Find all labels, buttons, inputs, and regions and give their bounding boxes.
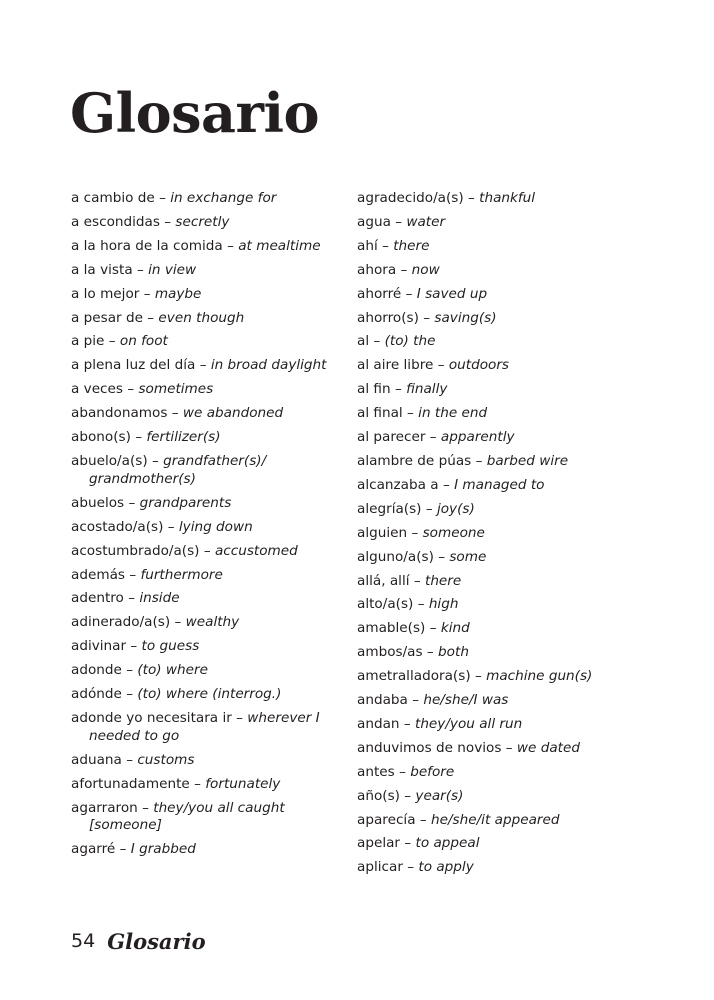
glossary-entry (71, 262, 343, 280)
glossary-term: ahorré (357, 285, 402, 302)
glossary-translation: accustomed (214, 542, 298, 559)
glossary-dash: – (417, 596, 425, 613)
glossary-translation: in broad daylight (210, 357, 327, 374)
glossary-entry (71, 662, 343, 680)
glossary-term: adonde (71, 662, 122, 679)
glossary-entry (357, 549, 657, 567)
glossary-term: alcanzaba a (357, 476, 439, 493)
glossary-dash: – (404, 787, 412, 804)
glossary-dash: – (227, 237, 234, 254)
glossary-term: abuelos (71, 494, 125, 511)
glossary-entry (71, 238, 343, 256)
glossary-entry (357, 238, 657, 256)
glossary-term: ambos/as (357, 644, 423, 661)
glossary-dash: – (126, 662, 134, 679)
glossary-dash: – (126, 751, 133, 768)
glossary-dash: – (151, 452, 159, 469)
glossary-dash: – (405, 285, 413, 302)
glossary-term: anduvimos de novios (357, 739, 502, 756)
glossary-term: adonde yo necesitara ir (71, 709, 232, 726)
glossary-dash: – (147, 309, 155, 326)
glossary-term: al aire libre (357, 357, 434, 374)
glossary-term: ahí (357, 237, 378, 254)
glossary-dash: – (429, 429, 437, 446)
glossary-translation: thankful (479, 190, 536, 206)
glossary-entry (71, 381, 343, 399)
glossary-translation: water (406, 213, 446, 230)
glossary-dash: – (171, 405, 179, 422)
glossary-entry (71, 800, 343, 836)
glossary-translation: outdoors (448, 357, 510, 374)
glossary-translation: I grabbed (130, 841, 196, 858)
glossary-entry (71, 590, 343, 608)
glossary-translation: now (411, 261, 440, 278)
glossary-term: aparecía (357, 811, 416, 828)
glossary-translation: furthermore (140, 566, 223, 583)
glossary-dash: – (128, 494, 136, 511)
glossary-translation: they/you all caught [someone] (89, 799, 285, 834)
glossary-translation: I saved up (416, 285, 488, 302)
glossary-entry (357, 525, 657, 543)
glossary-entry (357, 764, 657, 782)
glossary-dash: – (128, 590, 135, 607)
glossary-translation: maybe (154, 285, 202, 302)
glossary-entry (357, 477, 657, 495)
glossary-dash: – (400, 261, 408, 278)
glossary-translation: (to) the (384, 333, 436, 350)
glossary-column-right (357, 190, 657, 883)
glossary-term: además (71, 566, 125, 583)
glossary-entry (357, 692, 657, 710)
glossary-term: allá, allí (357, 572, 410, 589)
glossary-entry (71, 429, 343, 447)
glossary-translation: barbed wire (486, 452, 569, 469)
glossary-entry (71, 453, 343, 489)
glossary-translation: sometimes (138, 381, 214, 398)
glossary-entry (357, 357, 657, 375)
glossary-translation: wealthy (185, 614, 240, 631)
glossary-entry (357, 214, 657, 232)
glossary-term: alambre de púas (357, 452, 472, 469)
glossary-term: a pie (71, 333, 105, 350)
glossary-term: a la vista (71, 261, 133, 278)
glossary-entry (71, 357, 343, 375)
glossary-dash: – (399, 763, 406, 780)
glossary-entry (357, 190, 657, 208)
glossary-translation: customs (137, 751, 195, 768)
glossary-term: adivinar (71, 638, 127, 655)
glossary-dash: – (174, 614, 182, 631)
glossary-entry (71, 841, 343, 859)
glossary-term: adentro (71, 590, 124, 607)
glossary-dash: – (505, 739, 513, 756)
glossary-term: apelar (357, 835, 401, 852)
glossary-translation: both (438, 644, 469, 661)
glossary-entry (71, 495, 343, 513)
glossary-term: ametralladora(s) (357, 668, 471, 685)
glossary-term: abono(s) (71, 429, 131, 446)
glossary-entry (71, 686, 343, 704)
glossary-dash: – (108, 333, 116, 350)
glossary-dash: – (373, 333, 381, 350)
glossary-entry (357, 501, 657, 519)
glossary-dash: – (429, 620, 437, 637)
glossary-term: afortunadamente (71, 775, 190, 792)
glossary-term: abandonamos (71, 405, 168, 422)
glossary-translation: before (410, 763, 455, 780)
glossary-term: acostado/a(s) (71, 518, 164, 535)
glossary-entry (71, 286, 343, 304)
glossary-entry (357, 620, 657, 638)
glossary-entry (71, 190, 343, 208)
glossary-entry (71, 519, 343, 537)
glossary-term: año(s) (357, 787, 400, 804)
glossary-translation: machine gun(s) (486, 668, 593, 685)
glossary-term: a lo mejor (71, 285, 140, 302)
glossary-translation: I managed to (454, 476, 545, 493)
glossary-dash: – (127, 381, 135, 398)
glossary-translation: grandparents (139, 494, 232, 511)
glossary-term: a veces (71, 381, 123, 398)
glossary-term: al final (357, 405, 403, 422)
glossary-translation: joy(s) (436, 500, 475, 517)
glossary-term: abuelo/a(s) (71, 452, 148, 469)
glossary-translation: we dated (516, 739, 580, 756)
glossary-translation: they/you all run (414, 715, 523, 732)
glossary-entry (71, 614, 343, 632)
glossary-term: alguien (357, 524, 408, 541)
glossary-term: al (357, 333, 370, 350)
glossary-entry (357, 333, 657, 351)
glossary-dash: – (395, 213, 403, 230)
glossary-translation: kind (440, 620, 470, 637)
glossary-term: agarré (71, 841, 116, 858)
glossary-term: aplicar (357, 859, 403, 876)
glossary-term: a escondidas (71, 213, 160, 230)
glossary-dash: – (423, 309, 431, 326)
glossary-dash: – (411, 524, 419, 541)
page-title: Glosario (70, 81, 320, 145)
glossary-translation: fortunately (205, 775, 281, 792)
glossary-entry (357, 381, 657, 399)
glossary-entry (357, 859, 657, 877)
glossary-entry (71, 333, 343, 351)
glossary-dash: – (468, 190, 475, 206)
glossary-entry (357, 405, 657, 423)
glossary-translation: to guess (141, 638, 200, 655)
glossary-term: a cambio de (71, 190, 155, 206)
glossary-dash: – (143, 285, 151, 302)
glossary-dash: – (167, 518, 175, 535)
glossary-translation: (to) where (137, 662, 208, 679)
glossary-entry (71, 405, 343, 423)
glossary-dash: – (142, 799, 149, 816)
glossary-term: andaba (357, 692, 408, 709)
glossary-translation: he/she/I was (423, 692, 509, 709)
glossary-term: aduana (71, 751, 122, 768)
page-footer (71, 924, 206, 958)
glossary-entry (357, 262, 657, 280)
glossary-dash: – (412, 692, 419, 709)
glossary-term: agradecido/a(s) (357, 190, 464, 206)
glossary-dash: – (164, 213, 172, 230)
glossary-translation: even though (158, 309, 245, 326)
glossary-translation: at mealtime (238, 237, 321, 254)
glossary-translation: in the end (418, 405, 488, 422)
glossary-dash: – (426, 644, 434, 661)
glossary-translation: on foot (119, 333, 168, 350)
glossary-term: alguno/a(s) (357, 548, 434, 565)
glossary-term: ahorro(s) (357, 309, 419, 326)
glossary-translation: (to) where (interrog.) (137, 686, 282, 703)
page-number: 54 (71, 930, 96, 952)
glossary-entry (71, 752, 343, 770)
glossary-dash: – (403, 715, 411, 732)
glossary-translation: grandfather(s)/ grandmother(s) (89, 452, 267, 487)
glossary-dash: – (236, 709, 243, 726)
glossary-translation: someone (422, 524, 485, 541)
glossary-translation: inside (139, 590, 180, 607)
glossary-dash: – (203, 542, 211, 559)
glossary-entry (357, 788, 657, 806)
glossary-translation: to apply (418, 859, 474, 876)
glossary-translation: in exchange for (170, 190, 277, 206)
glossary-dash: – (438, 548, 446, 565)
glossary-term: amable(s) (357, 620, 426, 637)
glossary-term: ahora (357, 261, 397, 278)
glossary-term: alegría(s) (357, 500, 422, 517)
glossary-entry (357, 812, 657, 830)
glossary-entry (357, 740, 657, 758)
glossary-translation: there (393, 237, 430, 254)
glossary-dash: – (475, 452, 483, 469)
glossary-translation: in view (148, 261, 197, 278)
glossary-dash: – (194, 775, 201, 792)
glossary-term: agarraron (71, 799, 138, 816)
glossary-entry (357, 453, 657, 471)
glossary-dash: – (126, 686, 134, 703)
glossary-entry (357, 644, 657, 662)
glossary-entry (357, 716, 657, 734)
glossary-entry (71, 543, 343, 561)
glossary-dash: – (119, 841, 127, 858)
glossary-term: a pesar de (71, 309, 143, 326)
glossary-dash: – (419, 811, 427, 828)
glossary-entry (357, 668, 657, 686)
glossary-translation: apparently (440, 429, 515, 446)
glossary-dash: – (413, 572, 421, 589)
glossary-term: adinerado/a(s) (71, 614, 171, 631)
glossary-translation: fertilizer(s) (146, 429, 221, 446)
running-title: Glosario (107, 928, 206, 954)
glossary-dash: – (129, 566, 137, 583)
glossary-entry (357, 310, 657, 328)
glossary-column-left (71, 190, 343, 865)
glossary-term: adónde (71, 686, 122, 703)
glossary-translation: finally (406, 381, 448, 398)
glossary-dash: – (136, 261, 144, 278)
glossary-dash: – (437, 357, 445, 374)
glossary-dash: – (404, 835, 412, 852)
glossary-entry (357, 429, 657, 447)
glossary-entry (357, 573, 657, 591)
glossary-term: a plena luz del día (71, 357, 196, 374)
glossary-translation: high (428, 596, 459, 613)
glossary-entry (71, 710, 343, 746)
glossary-term: agua (357, 213, 391, 230)
glossary-entry (71, 310, 343, 328)
glossary-entry (71, 638, 343, 656)
glossary-term: acostumbrado/a(s) (71, 542, 200, 559)
glossary-dash: – (474, 668, 482, 685)
glossary-dash: – (135, 429, 143, 446)
glossary-term: alto/a(s) (357, 596, 414, 613)
glossary-translation: year(s) (415, 787, 464, 804)
glossary-dash: – (130, 638, 138, 655)
glossary-translation: to appeal (415, 835, 480, 852)
glossary-translation: we abandoned (182, 405, 284, 422)
glossary-term: andan (357, 715, 400, 732)
glossary-entry (71, 776, 343, 794)
glossary-dash: – (442, 476, 450, 493)
glossary-translation: lying down (178, 518, 253, 535)
glossary-entry (357, 835, 657, 853)
glossary-dash: – (407, 405, 414, 422)
glossary-term: antes (357, 763, 395, 780)
glossary-dash: – (199, 357, 207, 374)
glossary-entry (357, 596, 657, 614)
glossary-entry (71, 567, 343, 585)
glossary-term: al fin (357, 381, 391, 398)
glossary-dash: – (394, 381, 402, 398)
glossary-translation: some (449, 548, 487, 565)
glossary-term: a la hora de la comida (71, 237, 223, 254)
glossary-translation: wherever I needed to go (89, 709, 320, 744)
glossary-dash: – (382, 237, 389, 254)
glossary-translation: saving(s) (434, 309, 497, 326)
glossary-dash: – (407, 859, 415, 876)
glossary-dash: – (425, 500, 433, 517)
glossary-term: al parecer (357, 429, 426, 446)
glossary-dash: – (159, 190, 166, 206)
glossary-translation: secretly (175, 213, 230, 230)
glossary-translation: there (424, 572, 462, 589)
glossary-entry (71, 214, 343, 232)
glossary-entry (357, 286, 657, 304)
glossary-translation: he/she/it appeared (430, 811, 560, 828)
